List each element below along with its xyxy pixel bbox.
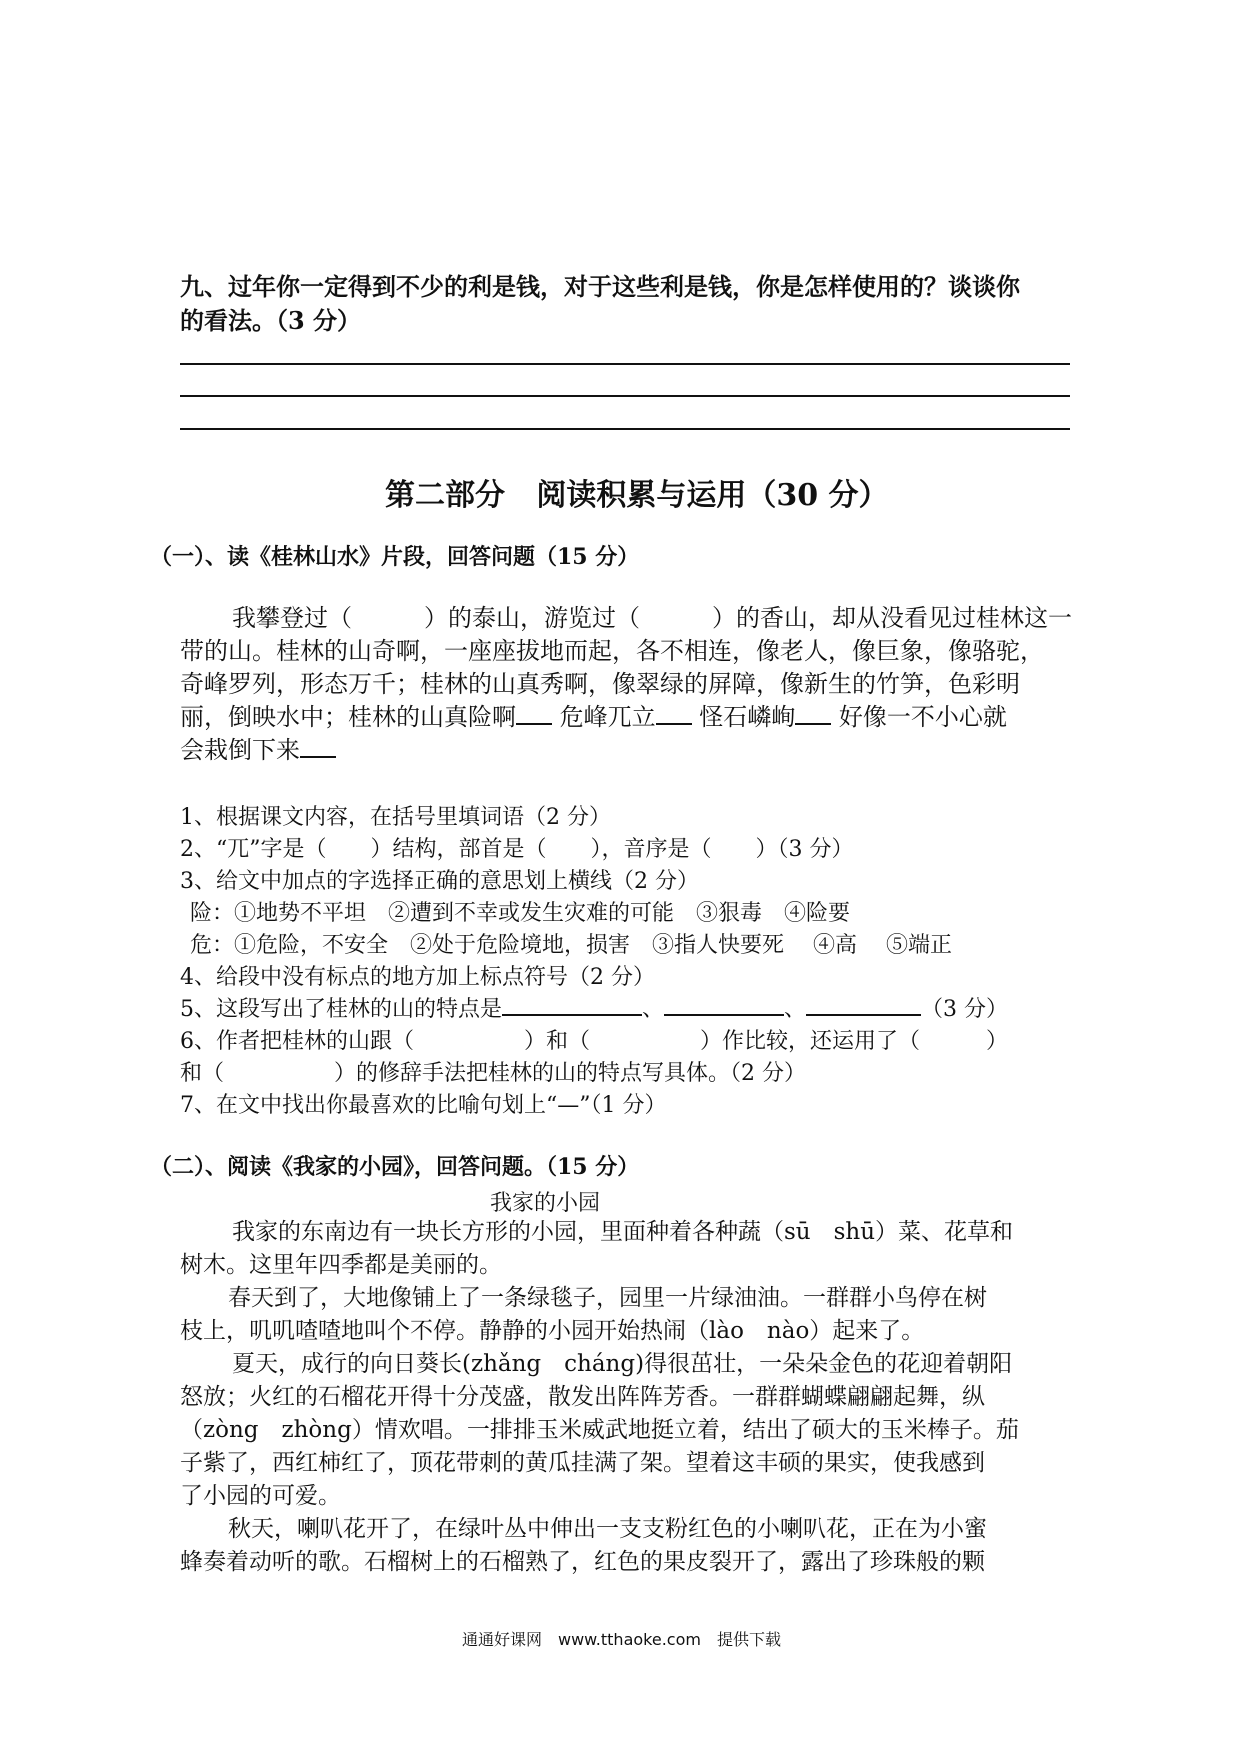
punctuation-blank[interactable] bbox=[795, 703, 831, 725]
passage-line: 我攀登过（ ）的泰山，游览过（ ）的香山，却从没看见过桂林这一 bbox=[232, 604, 1072, 632]
question-4: 4、给段中没有标点的地方加上标点符号（2 分） bbox=[180, 965, 655, 990]
passage-line: 奇峰罗列，形态万千；桂林的山真秀啊，像翠绿的屏障，像新生的竹笋，色彩明 bbox=[180, 670, 1020, 698]
answer-line-3[interactable] bbox=[180, 428, 1070, 430]
passage-line-blanks bbox=[180, 734, 1066, 767]
question-5-separator: 、 bbox=[642, 997, 665, 1022]
question-2: 2、“兀”字是（ ）结构，部首是（ ），音序是（ ）（3 分） bbox=[180, 837, 854, 862]
trait-blank-3[interactable] bbox=[806, 994, 921, 1016]
question-5 bbox=[180, 992, 1008, 1023]
trait-blank-1[interactable] bbox=[502, 994, 642, 1016]
question-9 bbox=[180, 270, 1020, 338]
passage-line: 了小园的可爱。 bbox=[180, 1483, 341, 1509]
answer-line-1[interactable] bbox=[180, 363, 1070, 365]
passage-line: 我家的东南边有一块长方形的小园，里面种着各种蔬（sū shū）菜、花草和 bbox=[232, 1219, 1014, 1245]
question-9-line-2: 的看法。（3 分） bbox=[180, 306, 362, 335]
question-3-option-wei: 危：①危险，不安全 ②处于危险境地，损害 ③指人快要死 ④高 ⑤端正 bbox=[190, 933, 952, 958]
question-3: 3、给文中加点的字选择正确的意思划上横线（2 分） bbox=[180, 869, 699, 894]
passage-line-blanks bbox=[180, 701, 1066, 734]
passage-line: （zòng zhòng）情欢唱。一排排玉米威武地挺立着，结出了硕大的玉米棒子。茄 bbox=[180, 1417, 1019, 1443]
passage-line: 子紫了，西红柿红了，顶花带刺的黄瓜挂满了架。望着这丰硕的果实，使我感到 bbox=[180, 1450, 985, 1476]
question-7: 7、在文中找出你最喜欢的比喻句划上“—”（1 分） bbox=[180, 1093, 667, 1118]
passage-line: 秋天，喇叭花开了，在绿叶丛中伸出一支支粉红色的小喇叭花，正在为小蜜 bbox=[228, 1516, 987, 1542]
trait-blank-2[interactable] bbox=[664, 994, 784, 1016]
question-3-option-xian: 险：①地势不平坦 ②遭到不幸或发生灾难的可能 ③狠毒 ④险要 bbox=[190, 901, 851, 926]
passage-segment: 会栽倒下来 bbox=[180, 736, 300, 764]
part-2-title: 第二部分 阅读积累与运用（30 分） bbox=[385, 478, 889, 513]
passage-segment: 好像一不小心就 bbox=[838, 703, 1007, 731]
punctuation-blank[interactable] bbox=[656, 703, 692, 725]
punctuation-blank[interactable] bbox=[516, 703, 552, 725]
section-1-heading: （一）、读《桂林山水》片段，回答问题（15 分） bbox=[150, 544, 640, 570]
question-6-line-2: 和（ ）的修辞手法把桂林的山的特点写具体。（2 分） bbox=[180, 1061, 806, 1086]
passage-line: 怒放；火红的石榴花开得十分茂盛，散发出阵阵芳香。一群群蝴蝶翩翩起舞，纵 bbox=[180, 1384, 985, 1410]
section-1-passage bbox=[180, 602, 1072, 767]
punctuation-blank[interactable] bbox=[300, 736, 336, 758]
question-5-separator: 、 bbox=[784, 997, 807, 1022]
question-5-score: （3 分） bbox=[921, 997, 1009, 1022]
section-2-heading: （二）、阅读《我家的小园》，回答问题。（15 分） bbox=[150, 1154, 640, 1180]
passage-segment: 怪石嶙峋 bbox=[699, 703, 796, 731]
question-1: 1、根据课文内容，在括号里填词语（2 分） bbox=[180, 805, 611, 830]
passage-line: 夏天，成行的向日葵长(zhǎng cháng)得很茁壮，一朵朵金色的花迎着朝阳 bbox=[232, 1351, 1013, 1377]
article-title: 我家的小园 bbox=[490, 1191, 601, 1216]
question-9-line-1: 九、过年你一定得到不少的利是钱，对于这些利是钱，你是怎样使用的？谈谈你 bbox=[180, 272, 1020, 301]
section-2-passage bbox=[180, 1216, 1066, 1579]
passage-line: 蜂奏着动听的歌。石榴树上的石榴熟了，红色的果皮裂开了，露出了珍珠般的颗 bbox=[180, 1549, 985, 1575]
passage-segment: 丽，倒映水中；桂林的山真险啊 bbox=[180, 703, 516, 731]
answer-line-2[interactable] bbox=[180, 395, 1070, 397]
passage-line: 树木。这里年四季都是美丽的。 bbox=[180, 1252, 502, 1278]
footer-text: 通通好课网 www.tthaoke.com 提供下载 bbox=[462, 1630, 781, 1649]
passage-line: 春天到了，大地像铺上了一条绿毯子，园里一片绿油油。一群群小鸟停在树 bbox=[228, 1285, 987, 1311]
passage-line: 枝上，叽叽喳喳地叫个不停。静静的小园开始热闹（lào nào）起来了。 bbox=[180, 1318, 925, 1344]
passage-segment: 危峰兀立 bbox=[559, 703, 656, 731]
question-6-line-1: 6、作者把桂林的山跟（ ）和（ ）作比较，还运用了（ ） bbox=[180, 1029, 1008, 1054]
question-5-prefix: 5、这段写出了桂林的山的特点是 bbox=[180, 997, 502, 1022]
passage-line: 带的山。桂林的山奇啊，一座座拔地而起，各不相连，像老人，像巨象，像骆驼， bbox=[180, 637, 1044, 665]
